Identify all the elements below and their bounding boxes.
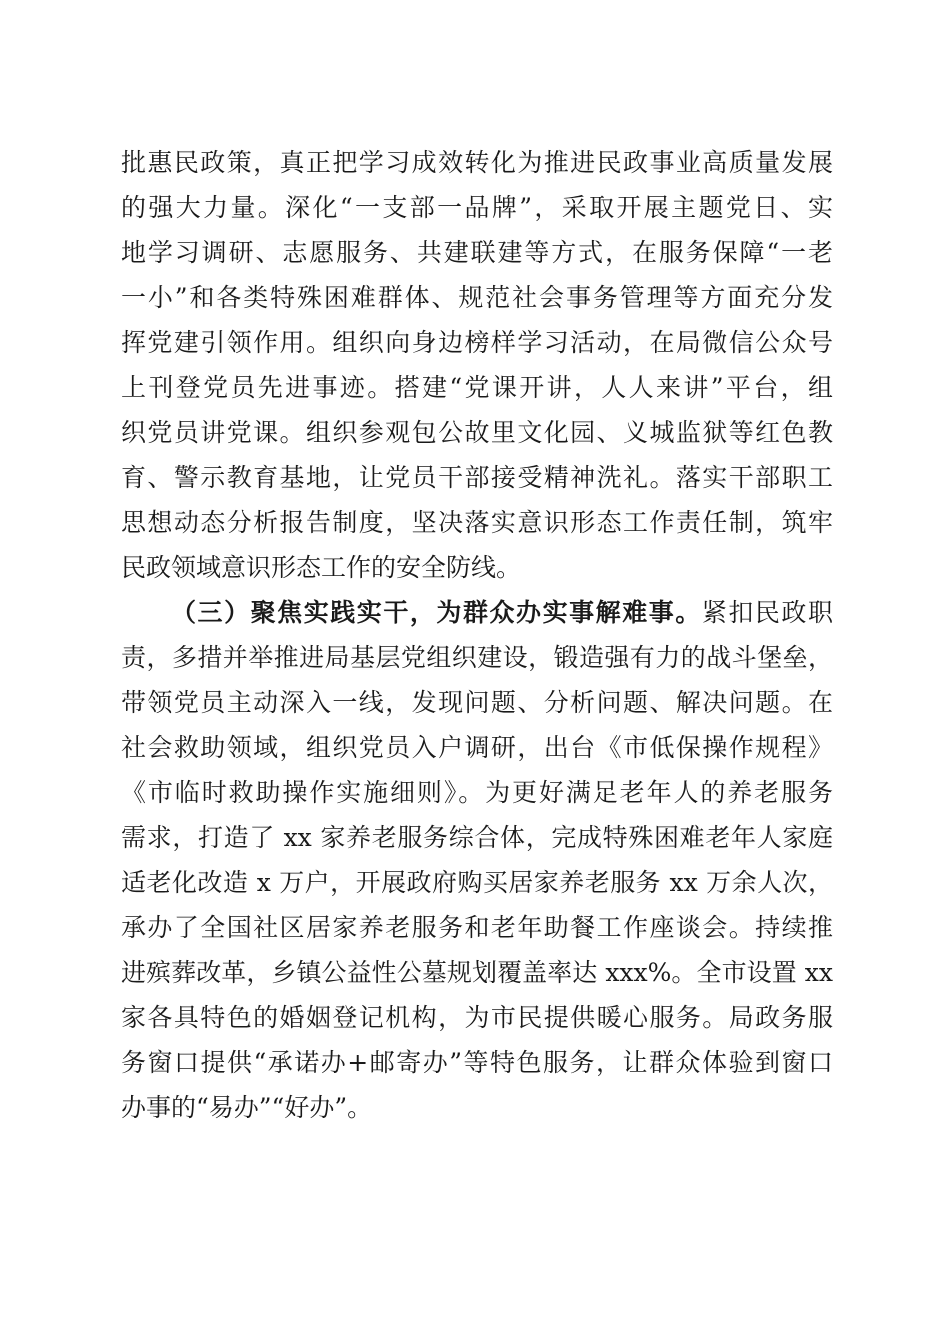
text-line: 带领党员主动深入一线，发现问题、分析问题、解决问题。在 — [121, 688, 833, 717]
text-line: 办事的“易办”“好办”。 — [121, 1093, 373, 1122]
text-line: 思想动态分析报告制度，坚决落实意识形态工作责任制，筑牢 — [121, 508, 833, 537]
text-line: 挥党建引领作用。组织向身边榜样学习活动，在局微信公众号 — [121, 328, 833, 357]
paragraph-party-building — [121, 140, 833, 590]
text-line: 需求，打造了 xx 家养老服务综合体，完成特殊困难老年人家庭 — [121, 823, 833, 852]
text-line: 织党员讲党课。组织参观包公故里文化园、义城监狱等红色教 — [121, 418, 833, 447]
text-line: 承办了全国社区居家养老服务和老年助餐工作座谈会。持续推 — [121, 913, 833, 942]
text-line: 务窗口提供“承诺办+邮寄办”等特色服务，让群众体验到窗口 — [121, 1048, 833, 1077]
text-line: 上刊登党员先进事迹。搭建“党课开讲，人人来讲”平台，组 — [121, 373, 833, 402]
text-line: 一小”和各类特殊困难群体、规范社会事务管理等方面充分发 — [121, 283, 833, 312]
text-line: 批惠民政策，真正把学习成效转化为推进民政事业高质量发展 — [121, 148, 833, 177]
text-line: 社会救助领域，组织党员入户调研，出台《市低保操作规程》 — [121, 733, 833, 762]
text-line: 进殡葬改革，乡镇公益性公墓规划覆盖率达 xxx%。全市设置 xx — [121, 958, 833, 987]
text-line: 适老化改造 x 万户，开展政府购买居家养老服务 xx 万余人次， — [121, 868, 833, 897]
section-heading-line — [121, 590, 833, 635]
text-line: 民政领域意识形态工作的安全防线。 — [121, 553, 522, 582]
text-line: 家各具特色的婚姻登记机构，为市民提供暖心服务。局政务服 — [121, 1003, 833, 1032]
section-heading-continuation: 紧扣民政职 — [701, 598, 833, 627]
paragraph-practical-work — [121, 590, 833, 1130]
text-line: 责，多措并举推进局基层党组织建设，锻造强有力的战斗堡垒， — [121, 643, 833, 672]
text-line: 的强大力量。深化“一支部一品牌”，采取开展主题党日、实 — [121, 193, 833, 222]
section-heading: （三）聚焦实践实干，为群众办实事解难事。 — [171, 598, 702, 627]
text-line: 《市临时救助操作实施细则》。为更好满足老年人的养老服务 — [121, 778, 833, 807]
text-line: 地学习调研、志愿服务、共建联建等方式，在服务保障“一老 — [121, 238, 833, 267]
text-line: 育、警示教育基地，让党员干部接受精神洗礼。落实干部职工 — [121, 463, 833, 492]
